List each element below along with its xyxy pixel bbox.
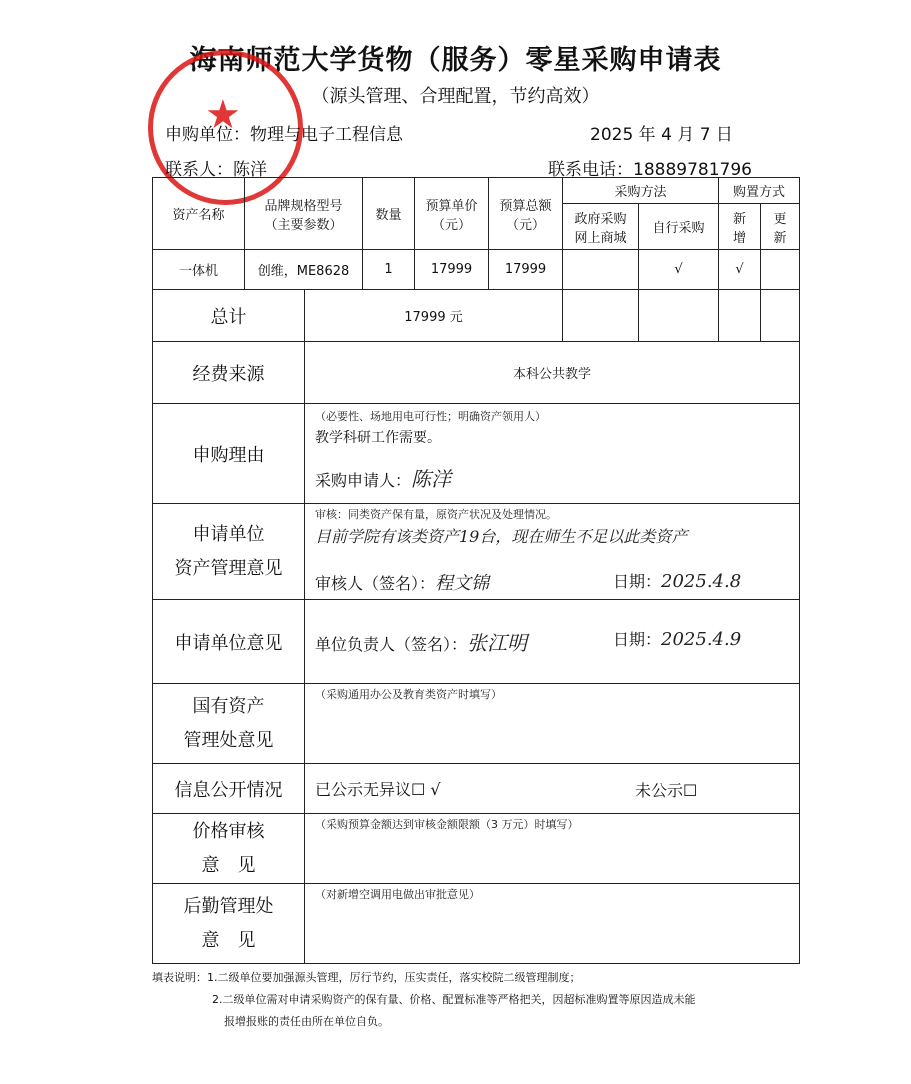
asset-mgmt-label-line2: 资产管理意见	[174, 557, 283, 579]
asset-mgmt-text: 目前学院有该类资产19台，现在师生不足以此类资产	[315, 527, 688, 546]
info-published: 已公示无异议☐ √	[315, 780, 441, 799]
reviewer-date: 2025.4.8	[661, 571, 742, 592]
seal-star-icon: ★	[205, 92, 241, 138]
cell-mode-new: √	[719, 250, 761, 290]
cell-unit-price: 17999	[415, 250, 489, 290]
price-label-line2: 意 见	[201, 854, 256, 876]
logistics-label-line1: 后勤管理处	[183, 895, 274, 917]
leader-row	[315, 627, 789, 656]
funding-value: 本科公共教学	[305, 342, 800, 404]
unit-label: 申购单位：	[165, 125, 250, 145]
reviewer-date-wrap	[613, 569, 741, 592]
asset-mgmt-label-line1: 申请单位	[192, 523, 265, 545]
form-title: 海南师范大学货物（服务）零星采购申请表	[189, 45, 722, 76]
th-total-price: 预算总额 （元）	[489, 178, 563, 250]
applicant-label: 采购申请人：	[315, 471, 412, 490]
th-asset-name: 资产名称	[153, 178, 245, 250]
th-spec: 品牌规格型号 （主要参数）	[245, 178, 363, 250]
applicant-signature: 陈洋	[411, 467, 452, 491]
table-row	[153, 250, 800, 290]
logistics-label	[153, 884, 305, 964]
procurement-table	[152, 177, 800, 964]
th-method-self: 自行采购	[639, 204, 719, 250]
th-unit-price: 预算单价 （元）	[415, 178, 489, 250]
asset-mgmt-label	[153, 504, 305, 600]
footer-note-1: 填表说明：1.二级单位要加强源头管理，厉行节约，压实责任，落实校院二级管理制度；	[152, 971, 581, 984]
cell-method-self: √	[639, 250, 719, 290]
leader-date-wrap	[613, 627, 741, 650]
reviewer-label: 审核人（签名）：	[315, 574, 436, 593]
reason-text: 教学科研工作需要。	[315, 430, 441, 446]
cell-asset-name: 一体机	[153, 250, 245, 290]
contact-value: 陈洋	[233, 160, 267, 180]
reviewer-date-label: 日期：	[613, 572, 662, 591]
info-label: 信息公开情况	[153, 764, 305, 814]
reason-label: 申购理由	[153, 404, 305, 504]
th-mode-update: 更 新	[761, 204, 800, 250]
unit-opinion-cell	[305, 600, 800, 684]
asset-mgmt-cell	[305, 504, 800, 600]
funding-label: 经费来源	[153, 342, 305, 404]
leader-signature: 张江明	[467, 631, 528, 655]
asset-mgmt-note: 审核：同类资产保有量，原资产状况及处理情况。	[315, 508, 557, 521]
reviewer-row	[315, 569, 789, 595]
unit-opinion-label: 申请单位意见	[153, 600, 305, 684]
th-mode: 购置方式	[719, 178, 800, 204]
unit-value: 物理与电子工程信息	[250, 125, 403, 145]
price-label	[153, 814, 305, 884]
price-label-line1: 价格审核	[192, 820, 265, 842]
cell-qty: 1	[363, 250, 415, 290]
state-label-line1: 国有资产	[192, 695, 265, 717]
th-method: 采购方法	[563, 178, 719, 204]
logistics-cell	[305, 884, 800, 964]
cell-mode-update	[761, 250, 800, 290]
empty-cell	[719, 290, 761, 342]
footer-note-2: 2.二级单位需对申请采购资产的保有量、价格、配置标准等严格把关，因超标准购置等原因造成未能	[212, 993, 696, 1006]
logistics-label-line2: 意 见	[201, 929, 256, 951]
state-asset-label	[153, 684, 305, 764]
th-method-gov: 政府采购 网上商城	[563, 204, 639, 250]
reason-cell	[305, 404, 800, 504]
leader-date-label: 日期：	[613, 630, 662, 649]
price-note: （采购预算金额达到审核金额限额（3 万元）时填写）	[315, 818, 579, 831]
form-subtitle: （源头管理、合理配置，节约高效）	[311, 86, 600, 107]
total-value: 17999 元	[305, 290, 563, 342]
price-cell	[305, 814, 800, 884]
empty-cell	[761, 290, 800, 342]
leader-label: 单位负责人（签名）：	[315, 635, 468, 654]
cell-method-gov	[563, 250, 639, 290]
empty-cell	[563, 290, 639, 342]
total-label: 总计	[153, 290, 305, 342]
state-label-line2: 管理处意见	[183, 729, 274, 751]
state-asset-cell	[305, 684, 800, 764]
empty-cell	[639, 290, 719, 342]
contact-label: 联系人：	[165, 160, 233, 180]
reason-note: （必要性、场地用电可行性；明确资产领用人）	[315, 410, 546, 423]
contact-phone: 联系电话：18889781796	[548, 160, 752, 180]
cell-total-price: 17999	[489, 250, 563, 290]
info-unpublished: 未公示☐	[635, 781, 698, 800]
info-cell	[305, 764, 800, 814]
state-note: （采购通用办公及教育类资产时填写）	[315, 688, 502, 701]
th-qty: 数量	[363, 178, 415, 250]
reviewer-signature: 程文锦	[435, 573, 490, 594]
cell-spec: 创维，ME8628	[245, 250, 363, 290]
applicant-row	[315, 463, 789, 492]
form-date: 2025 年 4 月 7 日	[590, 125, 733, 145]
logistics-note: （对新增空调用电做出审批意见）	[315, 888, 480, 901]
unit-row	[165, 120, 403, 145]
footer-note-3: 报增报账的责任由所在单位自负。	[224, 1015, 389, 1028]
th-mode-new: 新 增	[719, 204, 761, 250]
leader-date: 2025.4.9	[661, 629, 742, 650]
